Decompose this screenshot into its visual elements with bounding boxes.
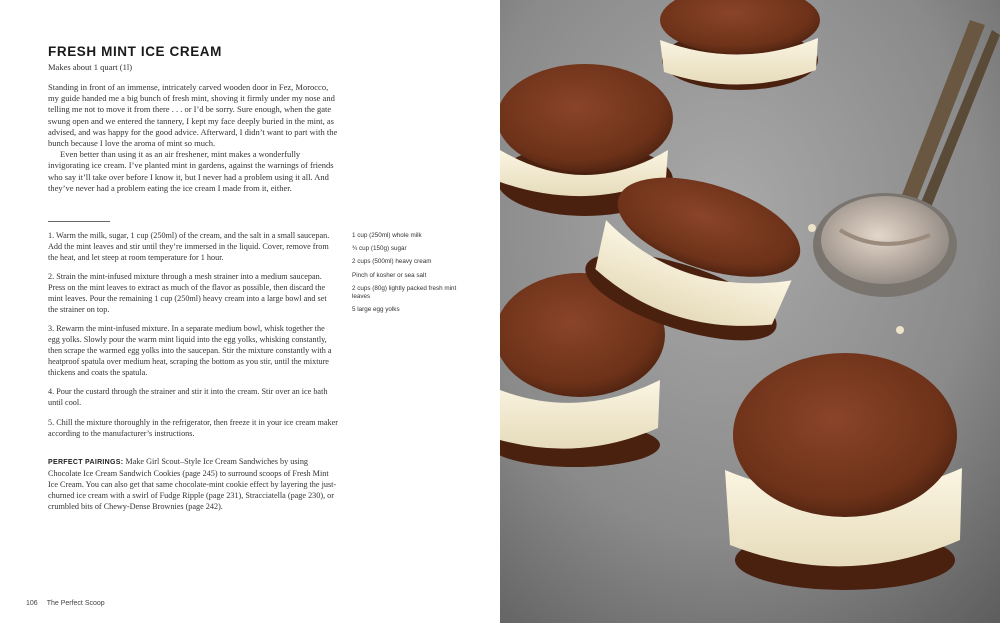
intro-paragraph: Even better than using it as an air freshener, mint makes a wonderfully invigorating ice cream. I’ve planted mint in gardens, against the warnings of friends who say it’ll take over before I know it, but I never had a problem using it all. And they’ve never had a problem eating the ice cream I made from it, either.: [48, 149, 334, 193]
ice-cream-sandwich-bottom-right: [725, 353, 962, 590]
pairings-label: PERFECT PAIRINGS:: [48, 459, 124, 466]
melted-drip: [808, 224, 816, 232]
pairings-text: Make Girl Scout–Style Ice Cream Sandwiches by using Chocolate Ice Cream Sandwich Cookies (page 245) to surround scoops of Fresh Mint Ice Cream. You can also get that same chocolate-mint cookie effect by layering the just-churned ice cream with a swirl of Fudge Ripple (page 231), Stracciatella (page 230), or crumbled bits of Chewy-Dense Brownies (page 242).: [48, 457, 337, 511]
ingredient: Pinch of kosher or sea salt: [352, 271, 427, 279]
melted-drip: [896, 326, 904, 334]
ingredients-list: [352, 232, 457, 319]
step: 5. Chill the mixture thoroughly in the refrigerator, then freeze it in your ice cream maker according to the manufacturer’s instructions.: [48, 417, 338, 438]
ingredient: 2 cups (500ml) heavy cream: [352, 258, 432, 266]
recipe-intro: [48, 82, 338, 194]
perfect-pairings: [48, 457, 338, 513]
section-divider: [48, 221, 110, 222]
food-photo: [500, 0, 1000, 623]
intro-paragraph: Standing in front of an immense, intricately carved wooden door in Fez, Morocco, my guide handed me a big bunch of fresh mint, shoving it firmly under my nose and telling me not to move it from there . . . or I’d be sorry. Sure enough, when the gate swung open and we entered the tannery, I kept my face deeply buried in the mint, as advised, and was happy for the good advice. Afterward, I didn’t want to part with the bunch because I love the aroma of mint so much.: [48, 82, 338, 149]
ingredient: ¾ cup (150g) sugar: [352, 245, 407, 253]
melted-drip: [735, 535, 745, 545]
step: 2. Strain the mint-infused mixture through a mesh strainer into a medium saucepan. Press on the mint leaves to extract as much of the flavor as possible, then discard the mint leaves. Pour the remaining 1 cup (250ml) heavy cream into a large bowl and set the strainer on top.: [48, 272, 327, 314]
step: 4. Pour the custard through the strainer and stir it into the cream. Stir over an ice bath until cool.: [48, 387, 328, 408]
page-number: 106: [26, 600, 38, 607]
ingredient: 5 large egg yolks: [352, 305, 400, 313]
recipe-steps: [48, 231, 338, 448]
ingredient: 1 cup (250ml) whole milk: [352, 232, 422, 239]
page-footer: [26, 600, 105, 607]
step: 3. Rewarm the mint-infused mixture. In a separate medium bowl, whisk together the egg yolks. Slowly pour the warm mint liquid into the egg yolks, whisking constantly, then scrape the warmed egg yolks into the saucepan. Stir the mixture constantly with a heatproof spatula over medium heat, scraping the bottom as you stir, until the mixture thickens and coats the spatula.: [48, 324, 332, 377]
ice-cream-sandwiches-photo: [500, 0, 1000, 623]
step: 1. Warm the milk, sugar, 1 cup (250ml) of the cream, and the salt in a small saucepan. Add the mint leaves and stir until they’re immersed in the liquid. Cover, remove from the heat, and let steep at room temperature for 1 hour.: [48, 231, 330, 262]
ice-cream-sandwich-top: [660, 0, 820, 90]
recipe-title: FRESH MINT ICE CREAM: [48, 44, 222, 59]
recipe-yield: Makes about 1 quart (1l): [48, 62, 133, 72]
ingredient: 2 cups (80g) lightly packed fresh mint leaves: [352, 284, 457, 300]
running-book-title: The Perfect Scoop: [46, 600, 105, 607]
